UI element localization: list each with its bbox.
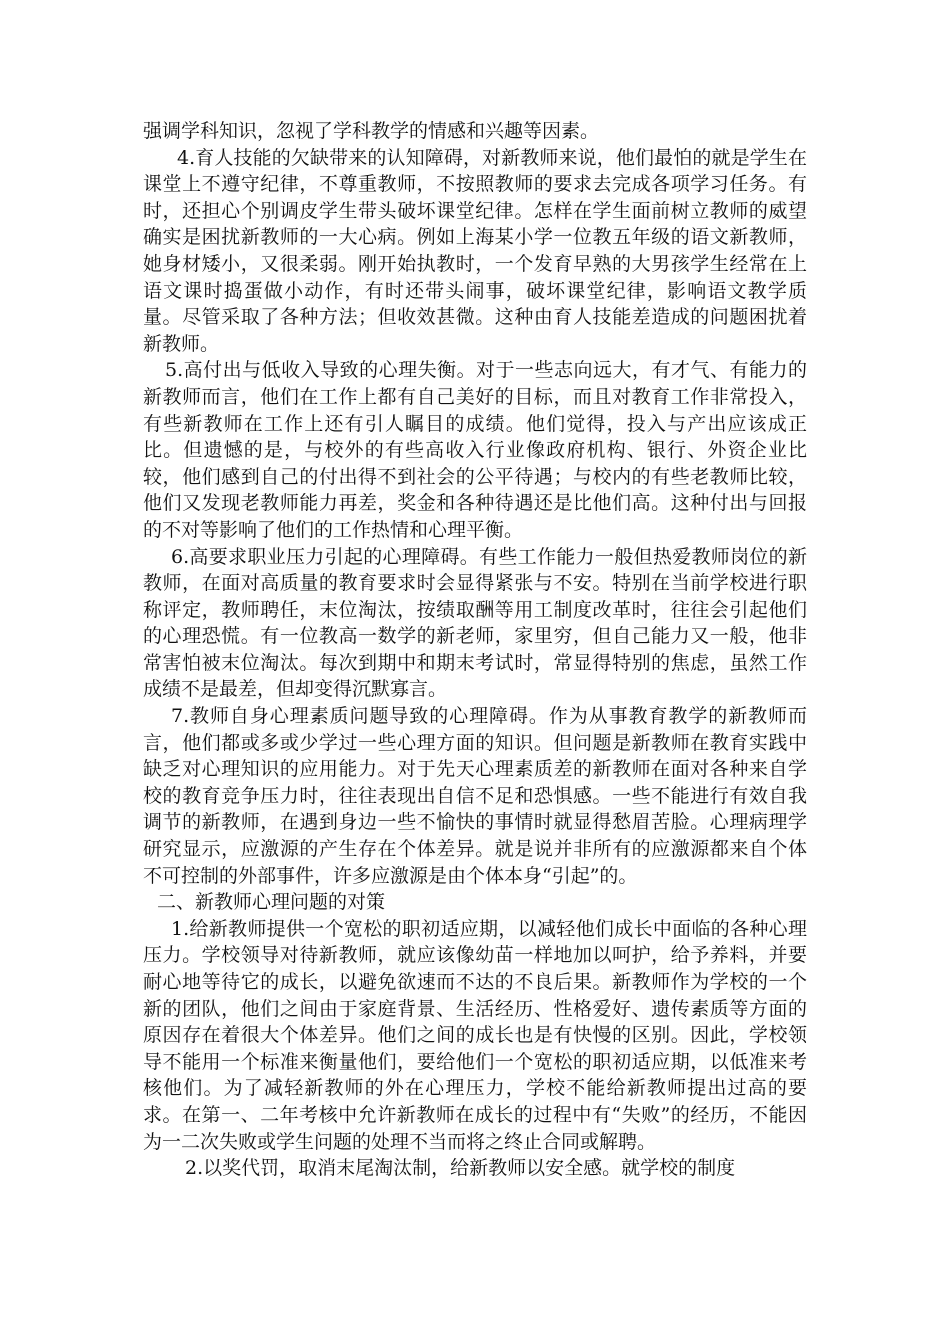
paragraph-item-7: 7.教师自身心理素质问题导致的心理障碍。作为从事教育教学的新教师而言，他们都或多或少学过一些心理方面的知识。但问题是新教师在教育实践中缺乏对心理知识的应用能力。对于先天心理素质差的新教师在面对各种来自学校的教育竞争压力时，往往表现出自信不足和恐惧感。一些不能进行有效自我调节的新教师，在遇到身边一些不愉快的事情时就显得愁眉苦脸。心理病理学研究显示，应激源的产生存在个体差异。就是说并非所有的应激源都来自个体不可控制的外部事件，许多应激源是由个体本身“引起”的。 [143,705,807,887]
paragraph-countermeasure-2: 2.以奖代罚，取消末尾淘汰制，给新教师以安全感。就学校的制度 [185,1157,736,1180]
document-body [143,118,807,1182]
paragraph-item-5: 5.高付出与低收入导致的心理失衡。对于一些志向远大，有才气、有能力的新教师而言，他们在工作上都有自己美好的目标，而且对教育工作非常投入，有些新教师在工作上还有引人瞩目的成绩。他们觉得，投入与产出应该成正比。但遗憾的是，与校外的有些高收入行业像政府机构、银行、外资企业比较，他们感到自己的付出得不到社会的公平待遇；与校内的有些老教师比较，他们又发现老教师能力再差，奖金和各种待遇还是比他们高。这种付出与回报的不对等影响了他们的工作热情和心理平衡。 [143,359,807,541]
paragraph-countermeasure-1: 1.给新教师提供一个宽松的职初适应期，以减轻他们成长中面临的各种心理压力。学校领导对待新教师，就应该像幼苗一样地加以呵护，给予养料，并要耐心地等待它的成长，以避免欲速而不达的不良后果。新教师作为学校的一个新的团队，他们之间由于家庭背景、生活经历、性格爱好、遗传素质等方面的原因存在着很大个体差异。他们之间的成长也是有快慢的区别。因此，学校领导不能用一个标准来衡量他们，要给他们一个宽松的职初适应期，以低准来考核他们。为了减轻新教师的外在心理压力，学校不能给新教师提出过高的要求。在第一、二年考核中允许新教师在成长的过程中有“失败”的经历，不能因为一二次失败或学生问题的处理不当而将之终止合同或解聘。 [143,917,807,1153]
section-heading-countermeasures: 二、新教师心理问题的对策 [157,891,386,914]
paragraph-item-6: 6.高要求职业压力引起的心理障碍。有些工作能力一般但热爱教师岗位的新教师，在面对高质量的教育要求时会显得紧张与不安。特别在当前学校进行职称评定，教师聘任，末位淘汰，按绩取酬等用工制度改革时，往往会引起他们的心理恐慌。有一位教高一数学的新老师，家里穷，但自己能力又一般，他非常害怕被末位淘汰。每次到期中和期末考试时，常显得特别的焦虑，虽然工作成绩不是最差，但却变得沉默寡言。 [143,545,807,701]
paragraph-continuation: 强调学科知识，忽视了学科教学的情感和兴趣等因素。 [143,120,600,142]
paragraph-item-4: 4.育人技能的欠缺带来的认知障碍，对新教师来说，他们最怕的就是学生在课堂上不遵守纪律，不尊重教师，不按照教师的要求去完成各项学习任务。有时，还担心个别调皮学生带头破坏课堂纪律。怎样在学生面前树立教师的威望确实是困扰新教师的一大心病。例如上海某小学一位教五年级的语文新教师，她身材矮小，又很柔弱。刚开始执教时，一个发育早熟的大男孩学生经常在上语文课时捣蛋做小动作，有时还带头闹事，破坏课堂纪律，影响语文教学质量。尽管采取了各种方法；但收效甚微。这种由育人技能差造成的问题困扰着新教师。 [143,146,807,355]
